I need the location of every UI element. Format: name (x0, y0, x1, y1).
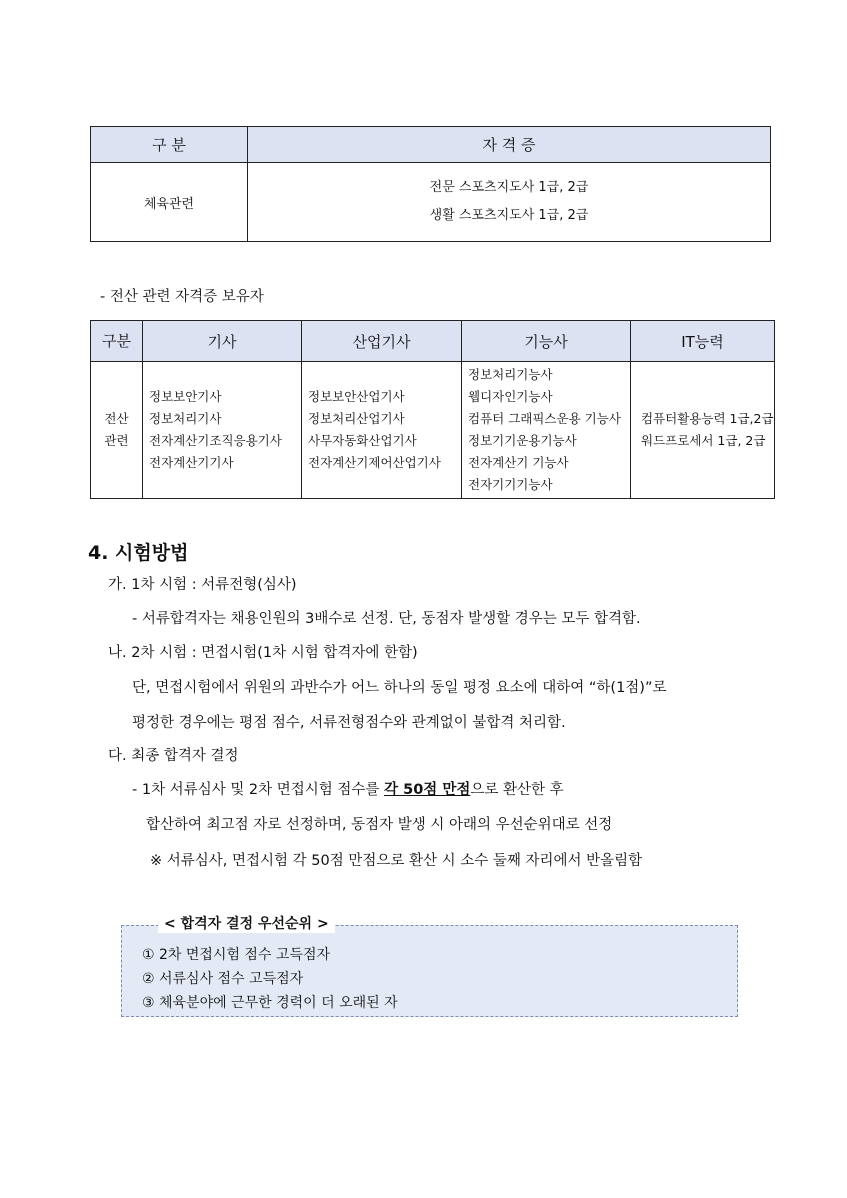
list-item: 웹디자인기능사 (468, 389, 553, 404)
list-item: 전자계산기제어산업기사 (308, 455, 441, 470)
final-decision-line-1 (132, 778, 564, 799)
second-exam-desc-2: 평정한 경우에는 평점 점수, 서류전형점수와 관계없이 불합격 처리함. (132, 715, 566, 731)
first-exam-desc: - 서류합격자는 채용인원의 3배수로 선정. 단, 동점자 발생할 경우는 모두 합격함. (132, 611, 641, 627)
cert-item: 생활 스포츠지도사 1급, 2급 (429, 208, 589, 223)
header-gineungsa: 기능사 (462, 321, 631, 362)
text-part: 으로 환산한 후 (470, 782, 564, 798)
section-title: 4. 시험방법 (88, 542, 189, 564)
final-decision-title: 다. 최종 합격자 결정 (108, 748, 239, 764)
cert-item: 전문 스포츠지도사 1급, 2급 (429, 180, 589, 195)
header-category: 구분 (91, 321, 143, 362)
final-decision-line-2: 합산하여 최고점 자로 선정하며, 동점자 발생 시 아래의 우선순위대로 선정 (146, 817, 613, 833)
list-item: 정보보안기사 (149, 389, 222, 404)
list-item: 정보처리기사 (149, 411, 222, 426)
it-cert-intro: - 전산 관련 자격증 보유자 (100, 289, 264, 305)
header-sanup-gisa: 산업기사 (302, 321, 462, 362)
table-row (91, 362, 775, 499)
priority-title: < 합격자 결정 우선순위 > (158, 913, 335, 933)
list-item: 전자기기기능사 (468, 477, 553, 492)
first-exam-title: 가. 1차 시험 : 서류전형(심사) (108, 577, 297, 593)
list-item: 워드프로세서 1급, 2급 (641, 433, 766, 448)
gineungsa-list (462, 362, 631, 499)
header-category: 구 분 (91, 127, 248, 163)
cert-list (248, 163, 771, 242)
header-gisa: 기사 (143, 321, 302, 362)
list-item: 사무자동화산업기사 (308, 433, 417, 448)
table-header-row (91, 127, 771, 163)
priority-item: ③ 체육분야에 근무한 경력이 더 오래된 자 (142, 995, 398, 1011)
table-header-row (91, 321, 775, 362)
priority-item: ① 2차 면접시험 점수 고득점자 (142, 947, 331, 963)
second-exam-desc-1: 단, 면접시험에서 위원의 과반수가 어느 하나의 동일 평정 요소에 대하여 “하(1점)”로 (132, 680, 667, 696)
it-cert-table (90, 320, 775, 499)
list-item: 컴퓨터활용능력 1급,2급 (641, 411, 774, 426)
row-category (91, 362, 143, 499)
sanup-gisa-list (302, 362, 462, 499)
category-line: 관련 (104, 433, 129, 448)
sports-cert-table (90, 126, 771, 242)
it-ability-list (631, 362, 775, 499)
category-line: 전산 (104, 411, 129, 426)
row-category: 체육관련 (91, 163, 248, 242)
list-item: 정보처리기능사 (468, 367, 553, 382)
second-exam-title: 나. 2차 시험 : 면접시험(1차 시험 합격자에 한함) (108, 645, 418, 661)
header-certificate: 자 격 증 (248, 127, 771, 163)
list-item: 컴퓨터 그래픽스운용 기능사 (468, 411, 621, 426)
list-item: 정보보안산업기사 (308, 389, 405, 404)
priority-item: ② 서류심사 점수 고득점자 (142, 971, 304, 987)
list-item: 전자계산기조직응용기사 (149, 433, 282, 448)
rounding-note: ※ 서류심사, 면접시험 각 50점 만점으로 환산 시 소수 둘째 자리에서 반올림함 (150, 853, 643, 869)
table-row (91, 163, 771, 242)
list-item: 정보처리산업기사 (308, 411, 405, 426)
list-item: 정보기기운용기능사 (468, 433, 577, 448)
list-item: 전자계산기 기능사 (468, 455, 569, 470)
emphasis-text: 각 50점 만점 (384, 782, 471, 798)
text-part: - 1차 서류심사 및 2차 면접시험 점수를 (132, 782, 385, 798)
gisa-list (143, 362, 302, 499)
list-item: 전자계산기기사 (149, 455, 234, 470)
header-it-ability: IT능력 (631, 321, 775, 362)
